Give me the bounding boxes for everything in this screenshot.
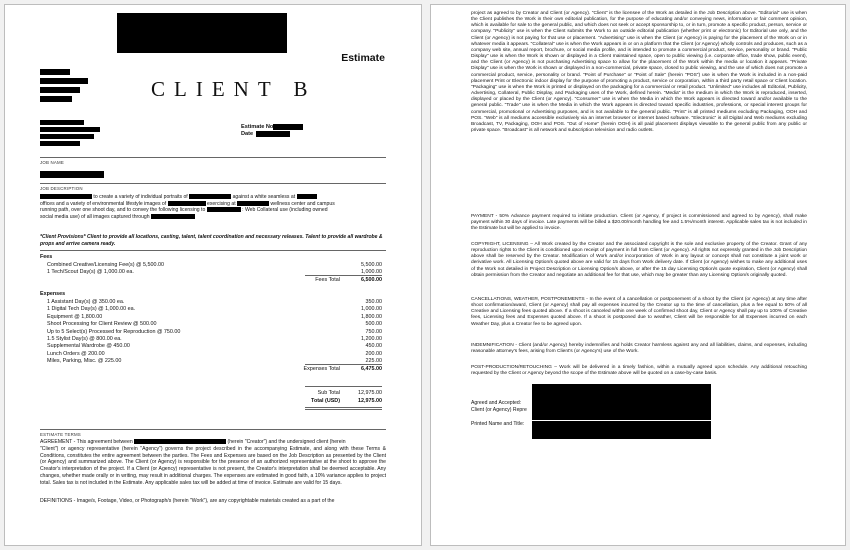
expenses-total-rule bbox=[305, 364, 382, 365]
redacted-text bbox=[40, 134, 94, 139]
estimate-terms-label: ESTIMATE TERMS bbox=[40, 432, 81, 437]
redacted-job-name bbox=[40, 171, 104, 178]
redacted-text bbox=[40, 194, 92, 199]
redacted-creator-name bbox=[134, 439, 226, 444]
agreement-terms: "Client") or agency representative (herein "Agency") governs the project described in the accompanying Estimate, and along with these Terms & Conditions, constitutes the entire agreement between the parties. The Fees and Expenses are based on the Job Description as presented by the Client (or Agency) and summarized above. The Client (or Agency) is responsible for the presence of an authorized representative at the shoot to approve the Creator's interpretation of the project. If a Client (or Agency) representative is not present, the Creator's interpretation shall be deemed acceptable. Any changes, whether made orally or in writing, may result in additional charges. The expenses are estimated in good faith, a 10% variance applies to project total. Sales tax is not included in the Estimate. Any applicable sales tax will be added at time of invoice. Estimate are valid for 15 days. bbox=[40, 446, 386, 486]
expense-row: Lunch Orders @ 200.00 200.00 bbox=[47, 350, 382, 357]
definitions-continued: project as agreed to by Creator and Client (or Agency). "Client" is the licensee of the Work as detailed in the Job Description above. "Editorial" use is when the Client publishes the Work in their own editorial publication, for the purpose of educating and/or conveying news, information or fair comment opinion, which is available for sale to the general public, and which does not seek or accept sponsorship to, or in turn, promote a specific product, person, service or company. "Publicity" use is when the Client submits the Work to an outside editorial publication (whether print or electronic) for Editorial use only, and the Client (or Agency) is not paying for that use or placement. "Advertising" use is when the Client (or Agency) is paying for the placement of the Work on or in whatever media it appears. "Collateral" use is when the Work appears in or on a platform that the Client (or Agency) wholly controls and produces, such as a company web site, annual report, brochure, or social media profile, and is intended to promote a commercial product, service, personality or brand. "Public Display" use is when the Work is shown or displayed in a Client maintained space, open to public viewing (i.e. corporate office, trade show, public event), and the Client (or Agency) is not purchasing Advertising space to allow for the placement of the Work within the media or location it appears. "Private Display" use is when the Work is shown or displayed in a non-commercial, private space, closed to public viewing, and the use of which does not promote a commercial product, service, personality or brand. "Point of Purchase" or "Point of Sale" (herein "POS") use is when the Work is included in a non-paid placement Print or Electronic indoor display for the purpose of promoting a product, service or corporation, within a third party retail space or Client location. "Packaging" use is when the Work is printed or displayed on the packaging for a commercial or retail product. "Unlimited" use includes all Editorial, Publicity, Advertising, Collateral, Public Display, and Packaging uses of the Work, defined herein. "Media" is the medium in which the Work is reproduced, inserted, displayed or placed by the Client (or Agency). "Consumer" use is when the Media in which the Work appears is directed toward and/or available to the general public. "Trade" use is when the Media in which the Work appears is directed toward specific industries, professions, or special interest groups for commercial, promotional or Advertising purposes, and is not available to the general public. "Print" is all printed mediums excluding Packaging, OOH and POS. "Web" is all mediums accessible exclusively via an internet browser or internet based software. "Electronic" is all Digital and Web mediums excluding Broadcast, TV, Packaging, OOH and POS. "Out of Home" (herein OOH) is all paid placement displays viewable to the general public from any public or private space. "Broadcast" is all network and subscription television and radio outlets. bbox=[471, 11, 807, 133]
expense-row: Shoot Processing for Client Review @ 500.00 500.00 bbox=[47, 321, 382, 328]
post-production-terms: POST-PRODUCTION/RETOUCHING – Work will be delivered in a timely fashion, within a mutually agreed upon schedule. Any additional retouching requested by the Client or Agency beyond the scope of the Estimate above will be quoted on a case-by-case basis. bbox=[471, 365, 807, 377]
total-row: Total (USD) 12,975.00 bbox=[311, 398, 382, 404]
expense-row: Up to 5 Select(s) Processed for Reproduction @ 750.00 750.00 bbox=[47, 328, 382, 335]
estimate-no-label: Estimate No bbox=[241, 124, 274, 130]
redacted-text bbox=[40, 141, 80, 146]
fees-total-rule bbox=[305, 275, 382, 276]
agreement-first-line: AGREEMENT - This agreement between (herein "Creator") and the undersigned client (herein bbox=[40, 439, 346, 445]
fees-total-row: Fees Total 6,500.00 bbox=[315, 277, 382, 283]
estimate-page-1 bbox=[4, 4, 422, 546]
redacted-text bbox=[151, 214, 195, 219]
expense-row: 1.5 Stylist Day(s) @ 800.00 ea. 1,200.00 bbox=[47, 336, 382, 342]
redacted-text bbox=[297, 194, 317, 199]
totals bbox=[47, 390, 382, 406]
redacted-text bbox=[207, 207, 241, 212]
job-description: to create a variety of individual portraits of against a white seamless at offices and a variety of environmental lifestyle images of exercising at wellness center and campus running path, over one shoot day, and to convey the following licensing to : Web Collateral use (including owned social media use) of all images captured through bbox=[40, 194, 335, 220]
redacted-text bbox=[237, 201, 269, 206]
printed-name-label: Printed Name and Title: bbox=[471, 421, 525, 427]
fee-row: Combined Creative/Licensing Fee(s) @ 5,500.00 5,500.00 bbox=[47, 262, 382, 268]
expense-row: 1 Assistant Day(s) @ 350.00 ea. 350.00 bbox=[47, 299, 382, 305]
redacted-logo bbox=[117, 13, 287, 53]
total-rule bbox=[305, 407, 382, 408]
subtotal-rule bbox=[305, 386, 382, 387]
divider bbox=[40, 250, 386, 251]
redacted-estimate-no bbox=[273, 124, 303, 130]
redacted-signature-block bbox=[532, 384, 711, 420]
redacted-text bbox=[40, 127, 100, 132]
divider bbox=[40, 183, 386, 184]
fees-table bbox=[47, 262, 382, 292]
redacted-text bbox=[40, 96, 72, 102]
expenses-total-row: Expenses Total 6,475.00 bbox=[303, 366, 382, 372]
total-double-rule bbox=[305, 409, 382, 410]
indemnification-terms: INDEMNIFICATION - Client (and/or Agency) hereby indemnifies and holds Creator harmless against any and all liabilities, claims, and expenses, including reasonable attorney's fees, arising from Client's (or Agency's) use of the Work. bbox=[471, 343, 807, 355]
expenses-heading: Expenses bbox=[40, 291, 66, 297]
cancellation-terms: CANCELLATIONS, WEATHER, POSTPONEMENTS - In the event of a cancellation or postponement of a shoot by the Client (or Agency) at any time after shoot confirmation/award, Client (or Agency) shall pay all expenses incurred by the Creator up to the time of cancellation, plus a fee equal to 50% of all Creative and Licensing fees quoted above. If a shoot is canceled within one week of confirmed shoot day, Client or Agency shall pay up to 100% of Creative fees, Licensing fees and Expenses quoted above. If a shoot is postponed due to weather, Client will be responsible for all Expenses incurred on each Weather Day, plus a Creator fee to be agreed upon. bbox=[471, 297, 807, 327]
subtotal-row: Sub Total 12,975.00 bbox=[317, 390, 382, 396]
redacted-text bbox=[40, 87, 80, 93]
agreed-label: Agreed and Accepted: bbox=[471, 400, 522, 406]
fees-heading: Fees bbox=[40, 254, 53, 260]
client-name: CLIENT B bbox=[151, 77, 317, 101]
expenses-table bbox=[47, 299, 382, 377]
client-provisions: *Client Provisions* Client to provide all locations, casting, talent, talent coordination and necessary releases. Talent to provide all wardrobe & props and arrive camera ready. bbox=[40, 234, 383, 247]
job-name-label: JOB NAME bbox=[40, 160, 65, 165]
divider bbox=[40, 157, 386, 158]
fee-row: 1 Tech/Scout Day(s) @ 1,000.00 ea. 1,000.00 bbox=[47, 269, 382, 275]
definitions-start: DEFINITIONS - Image/s, Footage, Video, or Photograph/s (herein "Work"), are any copyrightable materials created as a part of the bbox=[40, 498, 335, 504]
redacted-text bbox=[168, 201, 206, 206]
client-representative-label: Client (or Agency) Repre bbox=[471, 407, 527, 413]
expense-row: Miles, Parking, Misc. @ 225.00 225.00 bbox=[47, 358, 382, 365]
expense-row: Supplemental Wardrobe @ 450.00 450.00 bbox=[47, 343, 382, 350]
document-type: Estimate bbox=[341, 52, 385, 64]
redacted-text bbox=[189, 194, 231, 199]
redacted-text bbox=[40, 78, 88, 84]
redacted-printed-name bbox=[532, 421, 711, 439]
redacted-date bbox=[256, 131, 290, 137]
job-description-label: JOB DESCRIPTION bbox=[40, 186, 83, 191]
expense-row: 1 Digital Tech Day(s) @ 1,000.00 ea. 1,000.00 bbox=[47, 306, 382, 313]
redacted-text bbox=[40, 120, 84, 125]
copyright-terms: COPYRIGHT, LICENSING – All Work created by the Creator and the associated copyright is the sole and exclusive property of the Creator. Grant of any reproduction rights to the Client is conditioned upon receipt of payment in full from Client (or Agency). All rights not expressly granted in the Job Description above shall be reserved by the Creator. Modification of Work and/or incorporation of Work in any layout or concept shall not constitute a joint work or derivative work. All Licensing Option/s quoted above are valid for 15 days from Work delivery date. If Client (or Agency) wishes to make any additional uses of the Work not detailed in Project Description or Licensing Option/s above, or after the 15 day Licensing Option/s quote expiration, Client (or Agency) shall obtain permission from the Creator and negotiate an additional fee for that use, which may be greater than any Licensing Option/s originally quoted. bbox=[471, 242, 807, 278]
estimate-page-2 bbox=[430, 4, 846, 546]
divider bbox=[40, 429, 386, 430]
expense-row: Equipment @ 1,800.00 1,800.00 bbox=[47, 313, 382, 320]
payment-terms: PAYMENT - 50% Advance payment required to initiate production. Client (or Agency, If project is commissioned and agreed to by Agency), shall make payment within 30 days of invoice. Late payments will be billed a $20.00/month handling fee and 1.5%/month interest. Applicable sales tax is not included in the Estimate but will be applied to invoice. bbox=[471, 214, 807, 232]
redacted-text bbox=[40, 69, 70, 75]
date-label: Date bbox=[241, 131, 254, 137]
